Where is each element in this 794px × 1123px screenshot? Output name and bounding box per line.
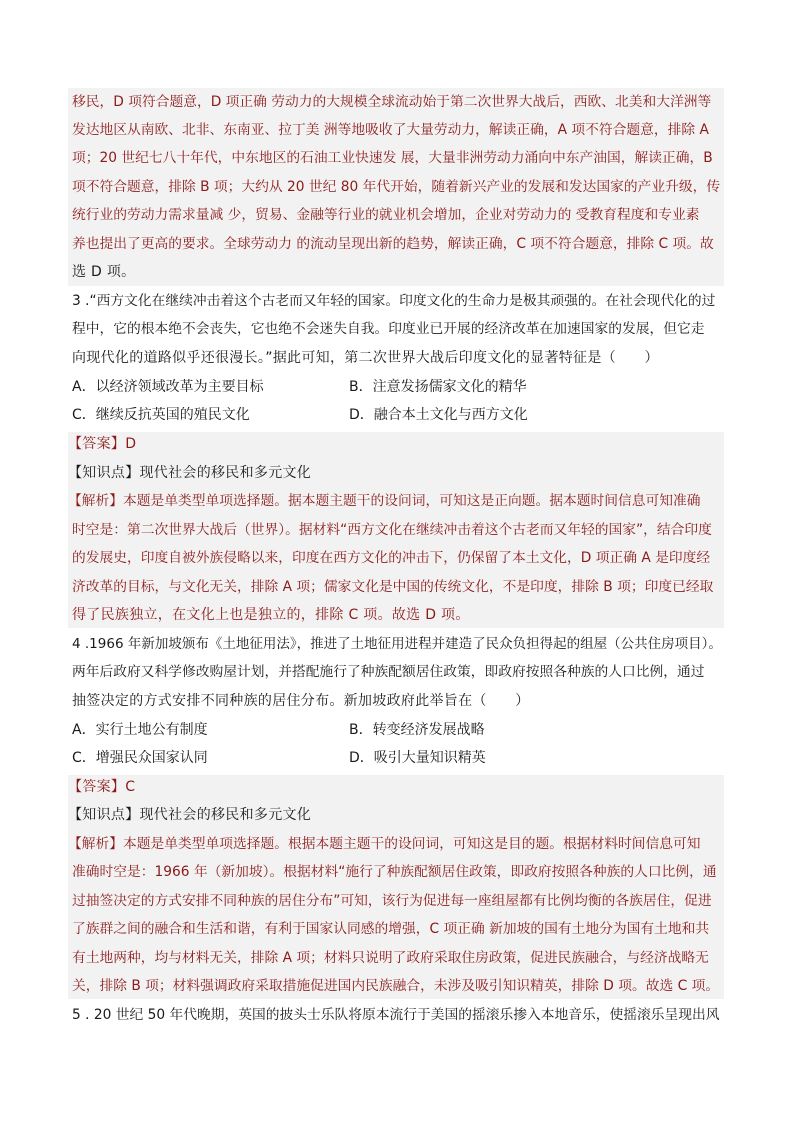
- option-a: A．实行土地公有制度: [72, 722, 208, 738]
- analysis-line: 项不符合题意，排除 B 项；大约从 20 世纪 80 年代开始，随着新兴产业的发展和发达国家的产业升级，传: [72, 179, 721, 195]
- answer-label: 【答案】C: [68, 779, 136, 795]
- analysis-line: 得了民族独立，在文化上也是独立的，排除 C 项。故选 D 项。: [72, 607, 470, 623]
- analysis-line: 【解析】本题是单类型单项选择题。根据本题主题干的设问词，可知这是目的题。根据材料时间信息可知: [68, 836, 701, 852]
- analysis-line: 时空是：第二次世界大战后（世界）。据材料“西方文化在继续冲击着这个古老而又年轻的国家”，结合印度: [72, 522, 712, 538]
- analysis-line: 的发展史，印度自被外族侵略以来，印度在西方文化的冲击下，仍保留了本土文化，D 项正确 A 是印度经: [72, 550, 711, 566]
- question-stem: 程中，它的根本绝不会丧失，它也绝不会迷失自我。印度业已开展的经济改革在加速国家的发展，但它走: [72, 321, 705, 337]
- analysis-line: 移民，D 项符合题意，D 项正确 劳动力的大规模全球流动始于第二次世界大战后，西欧、北美和大洋洲等: [72, 94, 712, 110]
- question-stem: 向现代化的道路似乎还很漫长。”据此可知，第二次世界大战后印度文化的显著特征是（ ）: [72, 350, 659, 366]
- analysis-line: 准确时空是：1966 年（新加坡）。根据材料“施行了种族配额居住政策，即政府按照各种族的人口比例，通: [72, 864, 717, 880]
- knowledge-point: 【知识点】现代社会的移民和多元文化: [68, 465, 312, 481]
- analysis-line: 济改革的目标，与文化无关，排除 A 项；儒家文化是中国的传统文化，不是印度，排除 B 项；印度已经取: [72, 579, 714, 595]
- analysis-line: 选 D 项。: [72, 264, 136, 280]
- option-d: D．融合本土文化与西方文化: [349, 407, 528, 423]
- question-stem: 两年后政府又科学修改购屋计划，并搭配施行了种族配额居住政策，即政府按照各种族的人口比例，通过: [72, 664, 705, 680]
- option-b: B．转变经济发展战略: [349, 722, 485, 738]
- question-stem: 抽签决定的方式安排不同种族的居住分布。新加坡政府此举旨在（ ）: [72, 693, 530, 709]
- knowledge-point: 【知识点】现代社会的移民和多元文化: [68, 807, 312, 823]
- option-a: A．以经济领域改革为主要目标: [72, 379, 264, 395]
- analysis-line: 关，排除 B 项；材料强调政府采取措施促进国内民族融合，未涉及吸引知识精英，排除 D 项。故选 C 项。: [72, 978, 720, 994]
- question-stem: 4 .1966 年新加坡颁布《土地征用法》，推进了土地征用进程并建造了民众负担得起的组屋（公共住房项目）。: [72, 636, 722, 652]
- option-b: B．注意发扬儒家文化的精华: [349, 379, 527, 395]
- option-d: D．吸引大量知识精英: [349, 750, 486, 766]
- analysis-line: 项；20 世纪七八十年代，中东地区的石油工业快速发 展，大量非洲劳动力涌向中东产油国，解读正确，B: [72, 150, 713, 166]
- question-stem: 5 . 20 世纪 50 年代晚期，英国的披头士乐队将原本流行于美国的摇滚乐掺入本地音乐，使摇滚乐呈现出风: [72, 1007, 720, 1023]
- question-stem: 3 .“西方文化在继续冲击着这个古老而又年轻的国家。印度文化的生命力是极其顽强的。在社会现代化的过: [72, 293, 716, 309]
- analysis-line: 了族群之间的融合和生活和谐，有利于国家认同感的增强，C 项正确 新加坡的国有土地分为国有土地和共: [72, 921, 710, 937]
- option-c: C．增强民众国家认同: [72, 750, 208, 766]
- analysis-line: 有土地两种，均与材料无关，排除 A 项；材料只说明了政府采取住房政策，促进民族融合，与经济战略无: [72, 950, 709, 966]
- analysis-line: 养也提出了更高的要求。全球劳动力 的流动呈现出新的趋势，解读正确，C 项不符合题意，排除 C 项。故: [72, 236, 714, 252]
- analysis-line: 统行业的劳动力需求量减 少，贸易、金融等行业的就业机会增加，企业对劳动力的 受教育程度和专业素: [72, 207, 700, 223]
- option-c: C．继续反抗英国的殖民文化: [72, 407, 250, 423]
- analysis-line: 过抽签决定的方式安排不同种族的居住分布”可知，该行为促进每一座组屋都有比例均衡的各族居住，促进: [72, 893, 712, 909]
- answer-label: 【答案】D: [68, 436, 137, 452]
- analysis-line: 【解析】本题是单类型单项选择题。据本题主题干的设问词，可知这是正向题。据本题时间信息可知准确: [68, 493, 701, 509]
- analysis-line: 发达地区从南欧、北非、东南亚、拉丁美 洲等地吸收了大量劳动力，解读正确，A 项不符合题意，排除 A: [72, 122, 709, 138]
